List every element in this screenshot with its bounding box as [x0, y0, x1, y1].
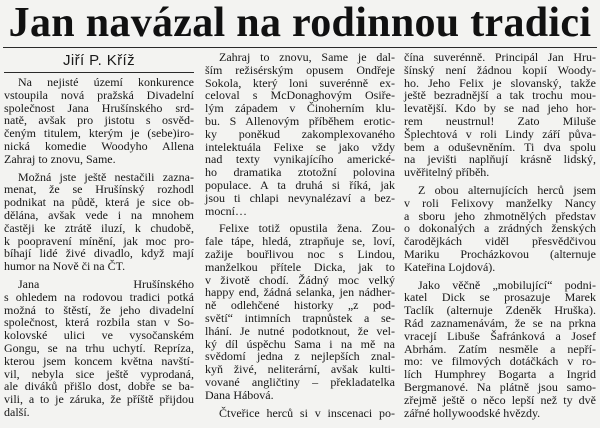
- paragraph: [205, 407, 395, 420]
- text-line: intelektuála Felixe se jako vždy: [205, 139, 395, 154]
- paragraph: [404, 184, 596, 274]
- text-line: levatější. Kdo by se nad jeho hor-: [404, 101, 596, 116]
- text-line: lhání. Je nutné podotknout, že vel-: [205, 323, 395, 338]
- text-line: lým západem v Činoherním klu-: [205, 101, 395, 116]
- text-line: v roli Felixovy manželky Nancy: [404, 195, 596, 210]
- column-3: [404, 51, 596, 419]
- text-line: nad texty vynikajícího americké-: [205, 152, 395, 167]
- byline: Jiří P. Kříž: [62, 52, 136, 69]
- text-line: svědomí jedna z nejlepších znal-: [205, 349, 395, 364]
- text-line: humor na Nově či na ČT.: [4, 259, 126, 274]
- paragraph: [4, 76, 194, 166]
- text-line: ho. Jeho Felix je slovanský, takže: [404, 75, 596, 90]
- text-line: lích Humphrey Bogarta a Ingrid: [404, 367, 596, 382]
- text-line: ho dramatika ztotožní polovina: [205, 165, 395, 180]
- text-line: celoval s McDonaghovým Osiře-: [205, 88, 395, 103]
- text-line: Bergmanové. Na plátně jsou samo-: [404, 379, 596, 394]
- text-line: ně odlehčené historky „z pod-: [205, 298, 395, 313]
- text-line: častěji ke ztrátě iluzí, k chudobě,: [4, 220, 194, 235]
- text-line: v životě chodí. Žádný moc velký: [205, 272, 395, 287]
- text-line: Taclík (alternuje Zdeněk Hruška).: [404, 303, 596, 318]
- text-line: čína suverénně. Principál Jan Hru-: [404, 50, 596, 64]
- text-line: ky poněkud zakomplexovaného: [205, 126, 395, 141]
- text-line: možná to štěstí, že jeho divadelní: [4, 302, 194, 317]
- text-line: jsou ti chlapi nevynalézaví a bez-: [205, 190, 395, 205]
- text-line: Dana Hábová.: [205, 387, 274, 402]
- text-line: populace. A ta druhá si říká, jak: [205, 177, 395, 192]
- text-line: natě, avšak pro jistotu s osvěd-: [4, 113, 194, 128]
- text-line: na jevišti naplňují krásně lidský,: [404, 152, 596, 167]
- text-line: dělána, avšak vede i na mnohem: [4, 207, 194, 222]
- text-line: společnost, která rozbila stan v So-: [4, 315, 194, 330]
- paragraph: [404, 51, 596, 179]
- text-line: uvěřitelný příběh.: [404, 165, 490, 180]
- text-line: ším režisérským opusem Ondřeje: [205, 62, 395, 77]
- text-line: vované angličtiny – překladatelka: [205, 374, 395, 389]
- text-line: Z obou alternujících herců jsem: [418, 182, 596, 197]
- text-line: s ohledem na rodovou tradici potká: [4, 289, 194, 304]
- text-line: ale diváků přišlo dost, dobře se ba-: [4, 379, 194, 394]
- paragraph: [4, 278, 194, 419]
- column-1: [4, 76, 194, 419]
- headline-rule: [3, 47, 597, 48]
- text-line: Šplechtová v roli Lindy září půva-: [404, 126, 596, 141]
- text-line: kolovské ulici ve vysočanském: [4, 328, 194, 343]
- text-line: podnikat na půdě, která je sice ob-: [4, 195, 194, 210]
- text-line: Jako věčně „mobilující“ podni-: [418, 277, 596, 292]
- text-line: bem a oduševněním. Ti dva spolu: [404, 139, 596, 154]
- text-line: menat, že se Hrušínský rozhodl: [4, 182, 194, 197]
- text-line: mo: ve filmových dotáčkách v ro-: [404, 354, 596, 369]
- text-line: kterou jsem koncem května navští-: [4, 353, 194, 368]
- text-line: Na nejisté území konkurence: [18, 75, 194, 89]
- text-line: k poopravení mínění, jak moc pro-: [4, 233, 194, 248]
- headline: Jan navázal na rodinnou tradici: [8, 0, 592, 46]
- text-line: vstoupila nová pražská Divadelní: [4, 87, 194, 102]
- text-line: vracejí Libuše Šafránková a Josef: [404, 328, 596, 343]
- byline-rule: [4, 72, 194, 73]
- text-line: šínský není žádnou kopií Woody-: [404, 62, 596, 77]
- text-line: vil, nebyla sice ještě vyprodaná,: [4, 366, 194, 381]
- column-2: [205, 51, 395, 419]
- text-line: Čtveřice herců si v inscenaci po-: [219, 405, 395, 420]
- paragraph: [4, 171, 194, 273]
- text-line: ještě bezradnější a tak trochu mou-: [404, 88, 596, 103]
- paragraph: [205, 222, 395, 401]
- paragraph: [205, 51, 395, 217]
- text-line: happy end, žádná selanka, jen nádher-: [205, 285, 395, 300]
- text-line: Sokola, který loni suverénně ex-: [205, 75, 395, 90]
- text-line: a sboru jeho zhmotnělých představ: [404, 208, 596, 223]
- text-line: vili, a to je záruka, že příště přijdou: [4, 392, 194, 407]
- text-line: Kateřina Lojdová).: [404, 259, 496, 274]
- text-line: nická komedie Woodyho Allena: [4, 138, 194, 153]
- text-line: ký díl úspěchu Sama i na mě na: [205, 336, 395, 351]
- text-line: Mariku Procházkovou (alternuje: [404, 246, 596, 261]
- text-line: zářné hollywoodské hvězdy.: [404, 405, 541, 420]
- text-line: Abrhám. Zatím nesměle a nepří-: [404, 341, 596, 356]
- text-line: další.: [4, 404, 30, 419]
- text-line: Zahraj to znovu, Same je dal-: [219, 50, 395, 64]
- text-line: zažije bouřlivou noc s Lindou,: [205, 246, 395, 261]
- text-line: Zahraj to znovu, Same.: [4, 151, 116, 166]
- text-line: čarodějkách viděl přesvědčivou: [404, 234, 596, 249]
- text-line: katel Dick se prosazuje Marek: [404, 290, 596, 305]
- text-line: manželkou přítele Dicka, jak to: [205, 259, 395, 274]
- text-line: Možná jste ještě nestačili zazna-: [18, 169, 194, 184]
- text-line: světí“ intimních trapnůstek a se-: [205, 310, 395, 325]
- text-line: Felixe totiž opustila žena. Zou-: [219, 221, 395, 236]
- text-line: mocní…: [205, 203, 247, 218]
- text-line: společnost Jana Hrušínského srd-: [4, 100, 194, 115]
- text-line: kyň živé, neliterární, avšak kulti-: [205, 362, 395, 377]
- text-line: rem neustrnul! Zato Miluše: [404, 113, 596, 128]
- text-line: bu. S Allenovým příběhem erotic-: [205, 113, 395, 128]
- text-line: Jana Hrušínského: [18, 276, 194, 291]
- text-line: Rád zaznamenávám, že se na prkna: [404, 315, 596, 330]
- text-line: zřejmě ještě o něco lepší než ty dvě: [404, 392, 596, 407]
- text-line: fale tápe, hledá, ztrapňuje se, loví,: [205, 234, 395, 249]
- text-line: Gongu, se na trhu uchytí. Repríza,: [4, 340, 194, 355]
- paragraph: [404, 279, 596, 420]
- text-line: o dokonalých a zrádných ženských: [404, 221, 596, 236]
- text-line: čeným titulem, kterým je (sebe)iro-: [4, 126, 194, 141]
- text-line: bíhají lidé živé divadlo, když mají: [4, 246, 194, 261]
